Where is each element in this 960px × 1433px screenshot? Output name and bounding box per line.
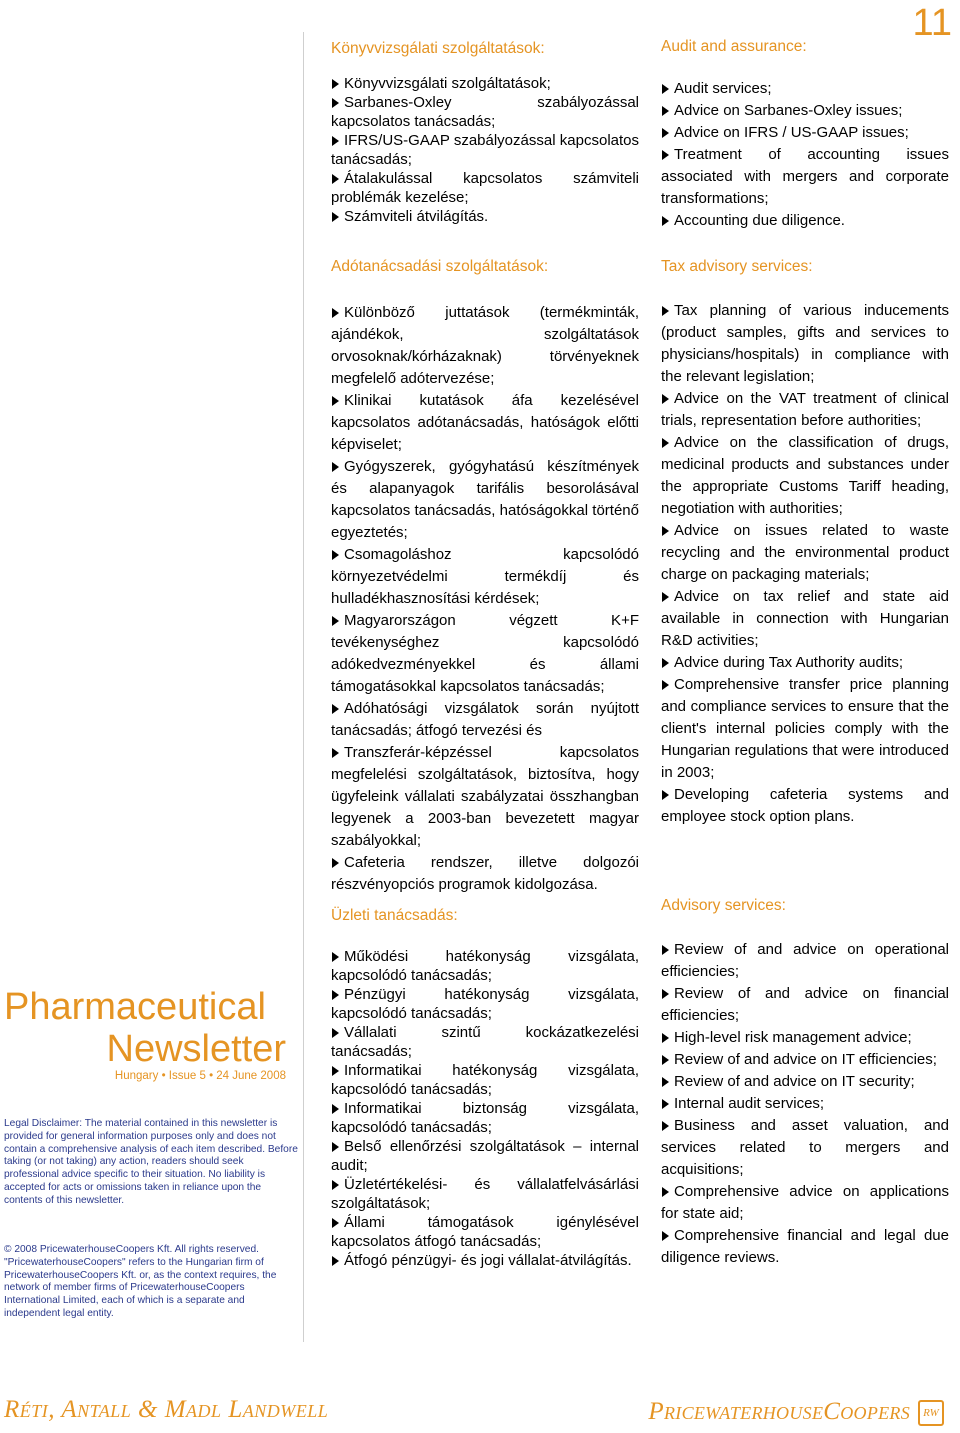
section-heading: Advisory services: [661,897,786,914]
list-item-text: Átalakulással kapcsolatos számviteli problémák kezelése; [331,170,639,206]
list-item-text: Review of and advice on financial efficiencies; [661,985,949,1024]
issue-info: Hungary • Issue 5 • 24 June 2008 [114,1070,286,1082]
hu-advisory-section [331,905,639,1270]
list-item-text: Klinikai kutatások áfa kezelésével kapcsolatos adótanácsadás, hatóságok előtti képviselet; [331,392,639,453]
page-number: 11 [912,2,952,44]
legal-disclaimer: Legal Disclaimer: The material contained in this newsletter is provided for general information purposes only and does not contain a comprehensive analysis of each item described. Before taking (or not taking) any action, readers should seek professional advice specific to their situation. No liability is accepted for acts or omissions taken in reliance upon the contents of this newsletter. [4,1118,298,1206]
list-item-text: Különböző juttatások (termékminták, ajándékok, szolgáltatások orvosoknak/kórházaknak) törvényeknek megfelelő adótervezése; [331,304,639,387]
list-item [661,586,949,652]
pwc-logo: PricewaterhouseCoopers [648,1398,910,1425]
bullet-arrow-icon [332,1066,339,1076]
list-item [661,100,949,122]
list-item [331,169,639,207]
list-item [331,742,639,852]
list-item-text: Vállalati szintű kockázatkezelési tanácsadás; [331,1024,639,1060]
bullet-arrow-icon [662,790,669,800]
list-item [661,1049,949,1071]
list-item [661,122,949,144]
list-item [331,390,639,456]
hu-tax-section [331,256,639,896]
bullet-arrow-icon [332,98,339,108]
bullet-arrow-icon [332,1142,339,1152]
list-item [661,388,949,432]
bullet-arrow-icon [332,1256,339,1266]
hu-audit-list [331,74,639,226]
list-item [661,1115,949,1181]
bullet-arrow-icon [332,704,339,714]
bullet-arrow-icon [662,680,669,690]
en-tax-section [661,256,949,828]
en-tax-list [661,300,949,828]
bullet-arrow-icon [662,1033,669,1043]
bullet-arrow-icon [662,1231,669,1241]
list-item-text: Internal audit services; [674,1095,825,1112]
bullet-arrow-icon [662,438,669,448]
list-item [661,78,949,100]
list-item [661,1093,949,1115]
list-item [331,131,639,169]
bullet-arrow-icon [332,212,339,222]
copyright-notice: © 2008 PricewaterhouseCoopers Kft. All rights reserved. "PricewaterhouseCoopers" refers to the Hungarian firm of PricewaterhouseCoopers Kft. or, as the context requires, the network of member firms of PricewaterhouseCoopers International Limited, each of which is a separate and independent legal entity. [4,1244,277,1319]
bullet-arrow-icon [662,128,669,138]
bullet-arrow-icon [332,858,339,868]
list-item [661,300,949,388]
list-item [331,1251,639,1270]
bullet-arrow-icon [332,1104,339,1114]
bullet-arrow-icon [332,1180,339,1190]
list-item-text: Sarbanes-Oxley szabályozással kapcsolatos tanácsadás; [331,94,639,130]
en-audit-list [661,78,949,232]
en-audit-section [661,36,949,232]
list-item-text: Review of and advice on operational efficiencies; [661,941,949,980]
en-advisory-list [661,939,949,1269]
list-item-text: Review of and advice on IT efficiencies; [674,1051,937,1068]
bullet-arrow-icon [662,526,669,536]
list-item-text: Advice on tax relief and state aid available in connection with Hungarian R&D activities; [661,588,949,649]
list-item [661,1071,949,1093]
bullet-arrow-icon [332,396,339,406]
list-item-text: Átfogó pénzügyi- és jogi vállalat-átvilágítás. [344,1252,632,1269]
hu-advisory-list [331,947,639,1270]
list-item-text: IFRS/US-GAAP szabályozással kapcsolatos tanácsadás; [331,132,639,168]
bullet-arrow-icon [332,550,339,560]
newsletter-title-line1: Pharmaceutical [4,986,266,1028]
list-item-text: Advice on the classification of drugs, medicinal products and substances under the appropriate Customs Tariff heading, negotiation with authorities; [661,434,949,517]
bullet-arrow-icon [332,1028,339,1038]
list-item [661,210,949,232]
list-item-text: Gyógyszerek, gyógyhatású készítmények és alapanyagok tarifális besorolásával kapcsolatos tanácsadás, hatóságokkal történő egyeztetés; [331,458,639,541]
list-item [661,939,949,983]
bullet-arrow-icon [332,1218,339,1228]
bullet-arrow-icon [332,990,339,1000]
list-item [661,784,949,828]
hu-audit-section [331,38,639,226]
bullet-arrow-icon [662,945,669,955]
list-item [661,520,949,586]
list-item [331,1061,639,1099]
bullet-arrow-icon [662,306,669,316]
bullet-arrow-icon [332,748,339,758]
list-item-text: Accounting due diligence. [674,212,845,229]
list-item-text: Cafeteria rendszer, illetve dolgozói részvényopciós programok kidolgozása. [331,854,639,893]
list-item-text: Advice on Sarbanes-Oxley issues; [674,102,903,119]
list-item-text: High-level risk management advice; [674,1029,912,1046]
section-heading: Tax advisory services: [661,258,813,275]
bullet-arrow-icon [332,462,339,472]
section-heading: Üzleti tanácsadás: [331,907,458,924]
bullet-arrow-icon [662,989,669,999]
hu-tax-list [331,302,639,896]
list-item [661,652,949,674]
list-item [331,1175,639,1213]
list-item [331,985,639,1023]
bullet-arrow-icon [662,1121,669,1131]
en-advisory-section [661,895,949,1269]
bullet-arrow-icon [332,136,339,146]
list-item-text: Advice on the VAT treatment of clinical trials, representation before authorities; [661,390,949,429]
list-item [661,144,949,210]
list-item [331,1023,639,1061]
bullet-arrow-icon [662,1187,669,1197]
list-item-text: Adóhatósági vizsgálatok során nyújtott tanácsadás; átfogó tervezési és [331,700,639,739]
bullet-arrow-icon [662,106,669,116]
bullet-arrow-icon [662,394,669,404]
list-item-text: Advice on IFRS / US-GAAP issues; [674,124,909,141]
bullet-arrow-icon [662,1077,669,1087]
list-item [661,432,949,520]
list-item [331,698,639,742]
bullet-arrow-icon [662,150,669,160]
list-item-text: Comprehensive transfer price planning and compliance services to ensure that the client's internal policies comply with the Hungarian regulations that were introduced in 2003; [661,676,949,781]
bullet-arrow-icon [662,1099,669,1109]
list-item-text: Pénzügyi hatékonyság vizsgálata, kapcsolódó tanácsadás; [331,986,639,1022]
list-item-text: Állami támogatások igénylésével kapcsolatos átfogó tanácsadás; [331,1214,639,1250]
list-item-text: Comprehensive advice on applications for state aid; [661,1183,949,1222]
list-item [661,1027,949,1049]
list-item [331,74,639,93]
bullet-arrow-icon [332,308,339,318]
list-item-text: Developing cafeteria systems and employee stock option plans. [661,786,949,825]
column-divider [303,32,304,1342]
list-item-text: Review of and advice on IT security; [674,1073,915,1090]
bullet-arrow-icon [332,79,339,89]
landwell-logo [4,1396,328,1424]
bullet-arrow-icon [662,658,669,668]
list-item [661,1225,949,1269]
list-item [661,983,949,1027]
list-item [331,610,639,698]
list-item-text: Működési hatékonyság vizsgálata, kapcsolódó tanácsadás; [331,948,639,984]
bullet-arrow-icon [332,616,339,626]
list-item [331,947,639,985]
list-item-text: Informatikai biztonság vizsgálata, kapcsolódó tanácsadás; [331,1100,639,1136]
list-item-text: Advice on issues related to waste recycling and the environmental product charge on packaging materials; [661,522,949,583]
list-item [331,1099,639,1137]
section-heading: Audit and assurance: [661,38,807,55]
list-item-text: Transzferár-képzéssel kapcsolatos megfelelési szolgáltatások, biztosítva, hogy ügyfeleink vállalati szabályzatai összhangban legyenek a 2003-ban bevezetett magyar szabályokkal; [331,744,639,849]
bullet-arrow-icon [332,952,339,962]
list-item-text: Csomagoláshoz kapcsolódó környezetvédelmi termékdíj és hulladékhasznosítási kérdések; [331,546,639,607]
list-item [331,1213,639,1251]
bullet-arrow-icon [662,592,669,602]
list-item [661,674,949,784]
list-item-text: Könyvvizsgálati szolgáltatások; [344,75,551,92]
list-item [331,544,639,610]
list-item-text: Comprehensive financial and legal due diligence reviews. [661,1227,949,1266]
list-item [331,852,639,896]
list-item-text: Advice during Tax Authority audits; [674,654,904,671]
landwell-logo-text: Réti, Antall & Madl Landwell [4,1396,329,1423]
list-item [331,302,639,390]
list-item-text: Informatikai hatékonyság vizsgálata, kapcsolódó tanácsadás; [331,1062,639,1098]
list-item-text: Magyarországon végzett K+F tevékenységhez kapcsolódó adókedvezményekkel és állami támogatásokkal kapcsolatos tanácsadás; [331,612,639,695]
list-item-text: Tax planning of various inducements (product samples, gifts and services to physicians/hospitals) in compliance with the relevant legislation; [661,302,949,385]
list-item [331,1137,639,1175]
list-item-text: Üzletértékelési- és vállalatfelvásárlási szolgáltatások; [331,1176,639,1212]
list-item-text: Számviteli átvilágítás. [344,208,489,225]
list-item-text: Belső ellenőrzési szolgáltatások – internal audit; [331,1138,639,1174]
list-item-text: Business and asset valuation, and services related to mergers and acquisitions; [661,1117,949,1178]
newsletter-title-line2: Newsletter [106,1028,286,1070]
list-item [661,1181,949,1225]
bullet-arrow-icon [662,84,669,94]
bullet-arrow-icon [332,174,339,184]
list-item [331,93,639,131]
section-heading: Adótanácsadási szolgáltatások: [331,258,549,275]
bullet-arrow-icon [662,216,669,226]
list-item-text: Treatment of accounting issues associated with mergers and corporate transformations; [661,146,949,207]
section-heading: Könyvvizsgálati szolgáltatások: [331,40,545,57]
bullet-arrow-icon [662,1055,669,1065]
list-item [331,456,639,544]
list-item [331,207,639,226]
list-item-text: Audit services; [674,80,772,97]
pwc-logo-mark: RW [918,1400,944,1426]
